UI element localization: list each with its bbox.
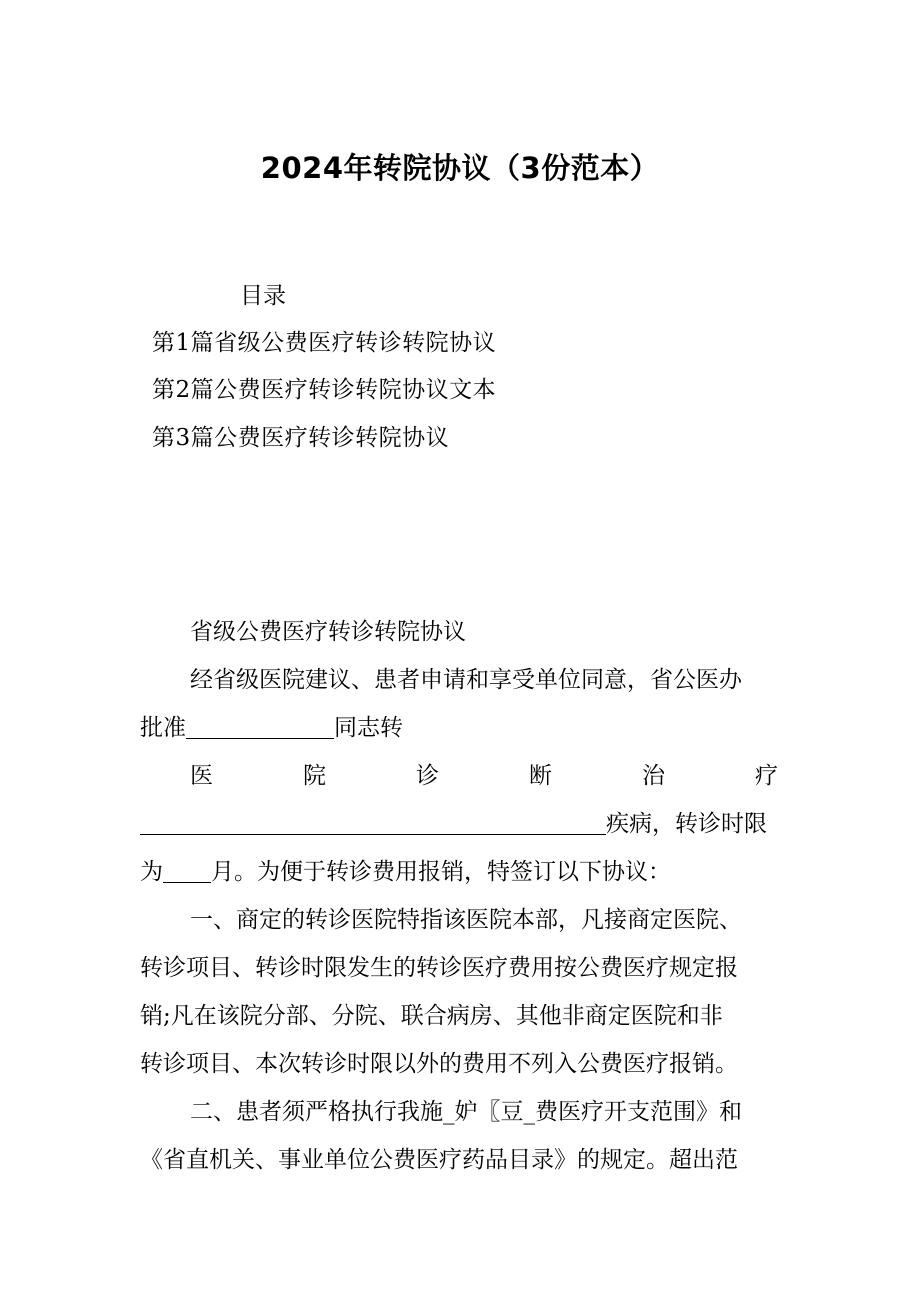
paragraph-line: 经省级医院建议、患者申请和享受单位同意，省公医办	[190, 667, 742, 693]
text-fragment: 批准	[140, 715, 186, 741]
text-fragment: 诊	[416, 763, 439, 789]
name-blank	[186, 714, 334, 739]
paragraph-line: 一、商定的转诊医院特指该医院本部，凡接商定医院、	[190, 907, 742, 933]
months-blank	[163, 858, 211, 883]
text-fragment: 月。为便于转诊费用报销，特签订以下协议：	[211, 859, 671, 885]
paragraph-line	[140, 712, 403, 744]
paragraph-line: 二、患者须严格执行我施_妒〖豆_费医疗开支范围》和	[190, 1099, 742, 1125]
toc-heading: 目录	[240, 283, 286, 309]
paragraph-line: 转诊项目、转诊时限发生的转诊医疗费用按公费医疗规定报	[140, 955, 738, 981]
paragraph-line: 销;凡在该院分部、分院、联合病房、其他非商定医院和非	[140, 1003, 723, 1029]
text-fragment: 为	[140, 859, 163, 885]
paragraph-line	[140, 856, 671, 888]
toc-item[interactable]: 第3篇公费医疗转诊转院协议	[152, 425, 450, 451]
paragraph-line: 《省直机关、事业单位公费医疗药品目录》的规定。超出范	[140, 1147, 738, 1173]
section-title: 省级公费医疗转诊转院协议	[190, 619, 466, 645]
paragraph-line	[190, 760, 778, 792]
paragraph-line	[140, 808, 767, 840]
document-title: 2024年转院协议（3份范本）	[260, 151, 660, 185]
text-fragment: 同志转	[334, 715, 403, 741]
text-fragment: 疾病，转诊时限	[606, 811, 767, 837]
toc-item[interactable]: 第1篇省级公费医疗转诊转院协议	[152, 330, 497, 356]
toc-item[interactable]: 第2篇公费医疗转诊转院协议文本	[152, 377, 497, 403]
diagnosis-blank	[140, 810, 606, 835]
text-fragment: 医	[190, 763, 213, 789]
text-fragment: 院	[303, 763, 326, 789]
text-fragment: 治	[642, 763, 665, 789]
text-fragment: 断	[529, 763, 552, 789]
text-fragment: 疗	[755, 763, 778, 789]
paragraph-line: 转诊项目、本次转诊时限以外的费用不列入公费医疗报销。	[140, 1051, 738, 1077]
